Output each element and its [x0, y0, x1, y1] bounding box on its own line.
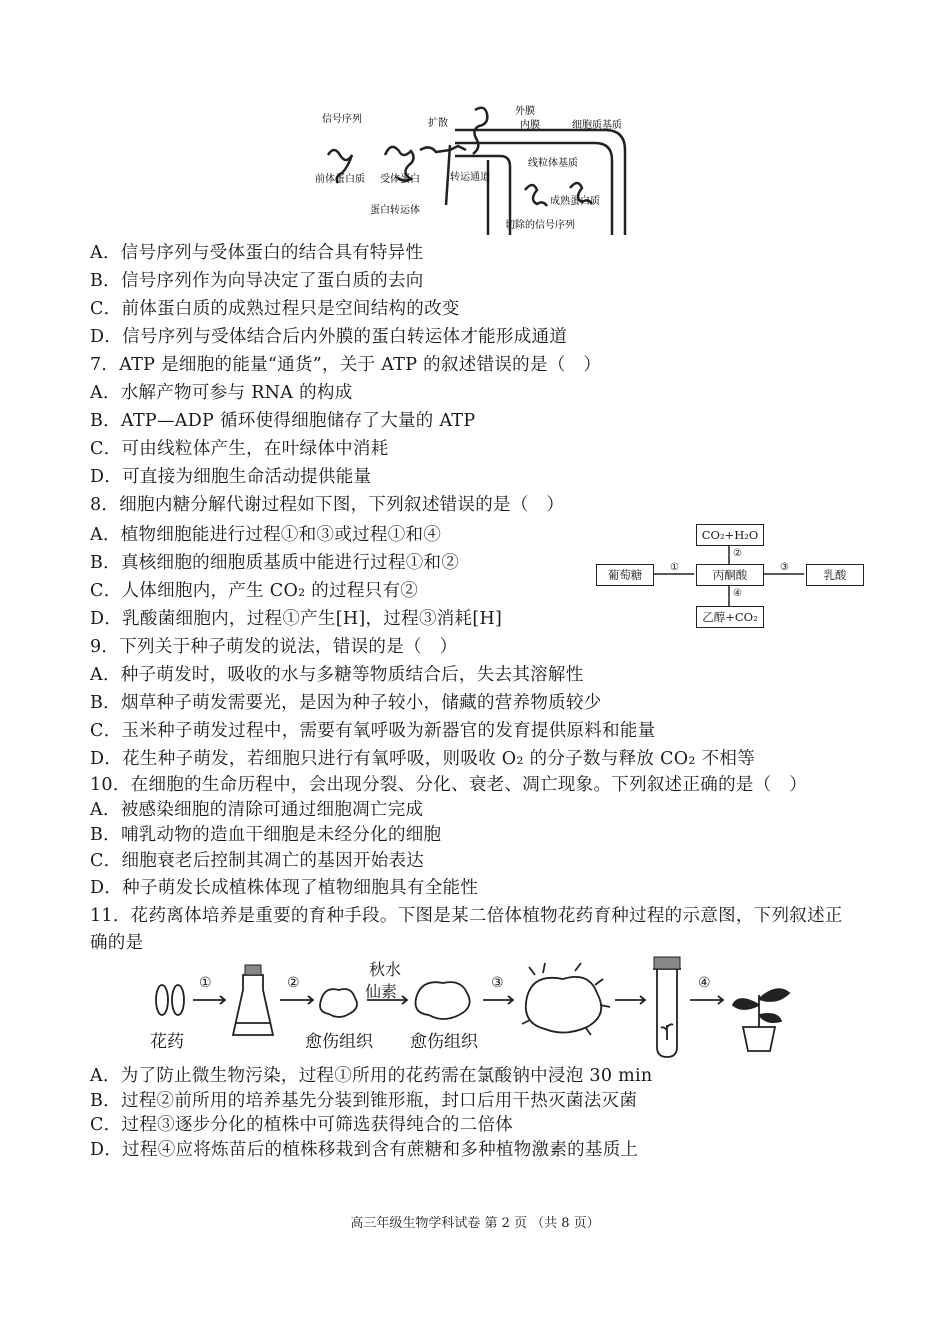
q9-option-c: C．玉米种子萌发过程中，需要有氧呼吸为新器官的发育提供原料和能量 — [90, 721, 656, 741]
d-step-1: ① — [199, 975, 212, 991]
label-precursor: 前体蛋白质 — [315, 174, 365, 185]
glycolysis-diagram — [596, 520, 866, 632]
step-4: ④ — [733, 588, 742, 599]
q9-option-d: D．花生种子萌发，若细胞只进行有氧呼吸，则吸收 O₂ 的分子数与释放 CO₂ 不相等 — [90, 749, 755, 769]
box-pyruvate: 丙酮酸 — [696, 564, 764, 586]
q11-option-c: C．过程③逐步分化的植株中可筛选获得纯合的二倍体 — [90, 1115, 514, 1135]
anther-culture-diagram — [145, 955, 805, 1065]
box-co2-h2o: CO₂+H₂O — [696, 524, 764, 546]
d-step-2: ② — [287, 975, 300, 991]
colchicine-label-2: 仙素 — [365, 982, 398, 1001]
label-anther: 花药 — [150, 1032, 184, 1052]
q7-option-a: A．水解产物可参与 RNA 的构成 — [90, 383, 353, 403]
label-cut-signal: 切除的信号序列 — [505, 220, 575, 231]
box-lactic-acid: 乳酸 — [806, 564, 864, 586]
q11-stem: 11．花药离体培养是重要的育种手段。下图是某二倍体植物花药育种过程的示意图，下列叙述正确的是 — [90, 906, 843, 953]
step-2: ② — [733, 548, 742, 559]
label-callus-2: 愈伤组织 — [410, 1032, 478, 1052]
label-matrix: 线粒体基质 — [528, 158, 578, 169]
colchicine-label-1: 秋水 — [369, 960, 402, 979]
label-callus-1: 愈伤组织 — [305, 1032, 373, 1052]
d-step-4: ④ — [698, 975, 711, 991]
q11-option-a: A．为了防止微生物污染，过程①所用的花药需在氯酸钠中浸泡 30 min — [90, 1066, 653, 1086]
q11-option-d: D．过程④应将炼苗后的植株移栽到含有蔗糖和多种植物激素的基质上 — [90, 1140, 639, 1160]
q6-option-a: A．信号序列与受体蛋白的结合具有特异性 — [90, 243, 424, 263]
box-ethanol-co2: 乙醇+CO₂ — [696, 606, 764, 628]
label-outer-membrane: 外膜 — [515, 106, 535, 117]
protein-import-figure — [300, 100, 640, 235]
q9-option-b: B．烟草种子萌发需要光，是因为种子较小，储藏的营养物质较少 — [90, 693, 602, 713]
q6-option-c: C．前体蛋白质的成熟过程只是空间结构的改变 — [90, 299, 460, 319]
q8-option-d: D．乳酸菌细胞内，过程①产生[H]，过程③消耗[H] — [90, 609, 503, 629]
label-intermembrane: 细胞质基质 — [572, 120, 622, 131]
q7-option-b: B．ATP—ADP 循环使得细胞储存了大量的 ATP — [90, 411, 476, 431]
tube-stopper — [654, 957, 680, 969]
d-step-3: ③ — [491, 975, 504, 991]
q8-stem: 8．细胞内糖分解代谢过程如下图，下列叙述错误的是（ ） — [90, 495, 565, 515]
q9-stem: 9．下列关于种子萌发的说法，错误的是（ ） — [90, 637, 458, 657]
q7-option-d: D．可直接为细胞生命活动提供能量 — [90, 467, 372, 487]
label-transporter: 蛋白转运体 — [370, 205, 420, 216]
label-inner-membrane: 内膜 — [520, 120, 540, 131]
q10-option-d: D．种子萌发长成植株体现了植物细胞具有全能性 — [90, 878, 479, 898]
label-diffuse: 扩散 — [428, 118, 448, 129]
protein-import-drawing — [300, 100, 640, 235]
q11-option-b: B．过程②前所用的培养基先分装到锥形瓶，封口后用干热灭菌法灭菌 — [90, 1091, 638, 1111]
q10-stem: 10．在细胞的生命历程中，会出现分裂、分化、衰老、凋亡现象。下列叙述正确的是（ ） — [90, 775, 808, 795]
q8-option-c: C．人体细胞内，产生 CO₂ 的过程只有② — [90, 581, 419, 601]
q10-option-a: A．被感染细胞的清除可通过细胞凋亡完成 — [90, 800, 424, 820]
label-channel: 转运通道 — [450, 172, 490, 183]
step-3: ③ — [780, 562, 789, 573]
label-receptor: 受体蛋白 — [380, 174, 420, 185]
page-footer: 高三年级生物学科试卷 第 2 页 （共 8 页） — [350, 1216, 600, 1231]
label-signal-seq: 信号序列 — [322, 114, 362, 125]
q6-option-b: B．信号序列作为向导决定了蛋白质的去向 — [90, 271, 424, 291]
q7-stem: 7．ATP 是细胞的能量“通货”，关于 ATP 的叙述错误的是（ ） — [90, 355, 602, 375]
q8-option-a: A．植物细胞能进行过程①和③或过程①和④ — [90, 525, 442, 545]
q8-option-b: B．真核细胞的细胞质基质中能进行过程①和② — [90, 553, 460, 573]
q10-option-c: C．细胞衰老后控制其凋亡的基因开始表达 — [90, 851, 425, 871]
flask-stopper — [245, 965, 261, 975]
q6-option-d: D．信号序列与受体结合后内外膜的蛋白转运体才能形成通道 — [90, 327, 568, 347]
step-1: ① — [670, 562, 679, 573]
label-mature: 成熟蛋白质 — [550, 196, 600, 207]
q9-option-a: A．种子萌发时，吸收的水与多糖等物质结合后，失去其溶解性 — [90, 665, 584, 685]
box-glucose: 葡萄糖 — [596, 564, 654, 586]
q10-option-b: B．哺乳动物的造血干细胞是未经分化的细胞 — [90, 825, 442, 845]
q7-option-c: C．可由线粒体产生，在叶绿体中消耗 — [90, 439, 389, 459]
